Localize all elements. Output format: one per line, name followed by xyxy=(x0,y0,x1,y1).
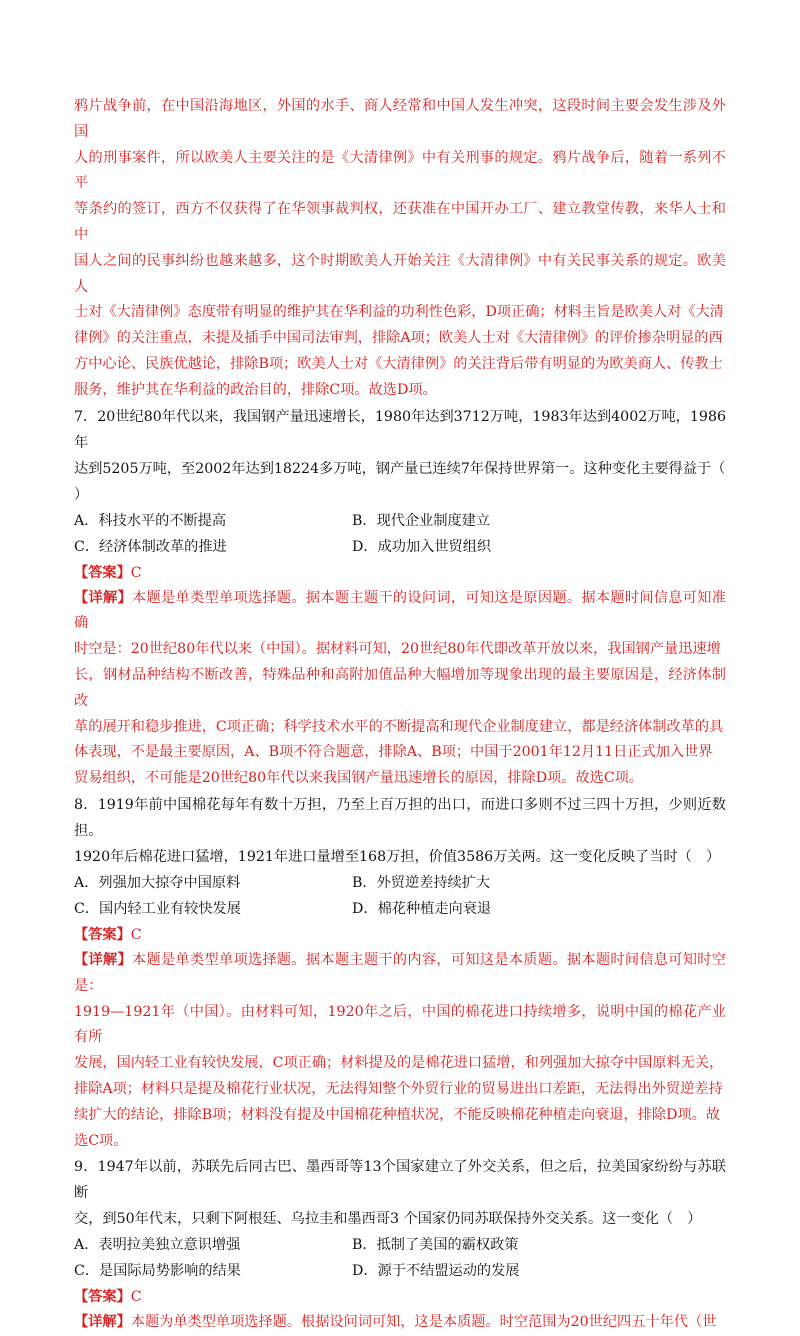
option-b: B．抵制了美国的霸权政策 xyxy=(352,1237,519,1254)
detail-line: 排除A项；材料只是提及棉花行业状况，无法得知整个外贸行业的贸易进出口差距，无法得出外贸逆差持 xyxy=(74,1080,723,1097)
question-stem-line: 9．1947年以前，苏联先后同古巴、墨西哥等13个国家建立了外交关系，但之后，拉美国家纷纷与苏联断 xyxy=(74,1159,726,1202)
detail-line: 贸易组织，不可能是20世纪80年代以来我国钢产量迅速增长的原因，排除D项。故选C项。 xyxy=(74,770,644,787)
detail-line: 【详解】本题为单类型单项选择题。根据设问词可知，这是本质题。时空范围为20世纪四五十年代（世 xyxy=(74,1314,717,1331)
text-line: 鸦片战争前，在中国沿海地区，外国的水手、商人经常和中国人发生冲突，这段时间主要会发生涉及外国 xyxy=(74,98,726,140)
text-line: 服务，维护其在华利益的政治目的，排除C项。故选D项。 xyxy=(74,381,437,398)
text-line: 国人之间的民事纠纷也越来越多，这个时期欧美人开始关注《大清律例》中有关民事关系的规定。欧美人 xyxy=(74,252,726,295)
question-9 xyxy=(74,1154,726,1336)
question-stem-line: 8．1919年前中国棉花每年有数十万担，乃至上百万担的出口，而进口多则不过三四十万担，少则近数担。 xyxy=(74,796,726,839)
question-7 xyxy=(74,404,726,792)
option-c: C．国内轻工业有较快发展 xyxy=(74,900,241,917)
answer-label: 【答案】 xyxy=(74,926,131,943)
detail xyxy=(74,1310,726,1336)
detail-label: 【详解】 xyxy=(74,1314,131,1331)
option-a: A．列强加大掠夺中国原料 xyxy=(74,874,241,891)
text-line: 等条约的签订，西方不仅获得了在华领事裁判权，还获准在中国开办工厂、建立教堂传教，来华人士和中 xyxy=(74,201,726,243)
question-stem-line: 达到5205万吨，至2002年达到18224多万吨，钢产量已连续7年保持世界第一。这种变化主要得益于（ xyxy=(74,460,726,477)
question-8 xyxy=(74,792,726,1154)
option-c: C．是国际局势影响的结果 xyxy=(74,1263,241,1280)
answer-label: 【答案】 xyxy=(74,1289,131,1306)
options xyxy=(74,870,726,922)
answer-label: 【答案】 xyxy=(74,564,131,581)
answer xyxy=(74,560,726,586)
answer xyxy=(74,922,726,948)
intro-explanation xyxy=(74,94,726,404)
detail-line: 发展，国内轻工业有较快发展，C项正确；材料提及的是棉花进口猛增，和列强加大掠夺中国原料无关， xyxy=(74,1055,724,1072)
detail-line: 革的展开和稳步推进，C项正确；科学技术水平的不断提高和现代企业制度建立，都是经济体制改革的具 xyxy=(74,718,724,735)
question-stem-line: 交，到50年代末，只剩下阿根廷、乌拉圭和墨西哥3 个国家仍同苏联保持外交关系。这一变化（ ） xyxy=(74,1211,702,1228)
option-a: A．表明拉美独立意识增强 xyxy=(74,1237,241,1254)
detail-line: 【详解】本题是单类型单项选择题。据本题主题干的内容，可知这是本质题。据本题时间信息可知时空是： xyxy=(74,951,726,994)
answer xyxy=(74,1284,726,1310)
detail-line: 长，钢材品种结构不断改善，特殊品种和高附加值品种大幅增加等现象出现的最主要原因是，经济体制改 xyxy=(74,666,726,709)
question-stem-line: ） xyxy=(74,486,89,503)
detail-line: 1919—1921年（中国）。由材料可知，1920年之后，中国的棉花进口持续增多，说明中国的棉花产业有所 xyxy=(74,1003,726,1046)
option-b: B．外贸逆差持续扩大 xyxy=(352,874,491,891)
detail-line: 续扩大的结论，排除B项；材料没有提及中国棉花种植状况，不能反映棉花种植走向衰退，排除D项。故 xyxy=(74,1106,721,1123)
option-d: D．成功加入世贸组织 xyxy=(352,538,492,555)
option-d: D．棉花种植走向衰退 xyxy=(352,900,492,917)
option-d: D．源于不结盟运动的发展 xyxy=(352,1263,520,1280)
options xyxy=(74,508,726,560)
detail-line: 选C项。 xyxy=(74,1132,128,1149)
detail-line: 时空是：20世纪80年代以来（中国）。据材料可知，20世纪80年代即改革开放以来，我国钢产量迅速增 xyxy=(74,641,721,658)
detail xyxy=(74,586,726,792)
detail-label: 【详解】 xyxy=(74,951,132,968)
text-line: 律例》的关注重点，未提及插手中国司法审判，排除A项；欧美人士对《大清律例》的评价掺杂明显的西 xyxy=(74,330,723,347)
text-line: 士对《大清律例》态度带有明显的维护其在华利益的功利性色彩，D项正确；材料主旨是欧美人对《大清 xyxy=(74,304,724,321)
answer-value: C xyxy=(130,564,142,581)
answer-value: C xyxy=(130,1289,142,1306)
option-a: A．科技水平的不断提高 xyxy=(74,512,227,529)
detail-line: 【详解】本题是单类型单项选择题。据本题主题干的设问词，可知这是原因题。据本题时间信息可知准确 xyxy=(74,589,726,632)
question-stem-line: 1920年后棉花进口猛增，1921年进口量增至168万担，价值3586万关两。这一变化反映了当时（ ） xyxy=(74,848,721,865)
text-line: 人的刑事案件，所以欧美人主要关注的是《大清律例》中有关刑事的规定。鸦片战争后，随着一系列不平 xyxy=(74,149,726,192)
text-line: 方中心论、民族优越论，排除B项；欧美人士对《大清律例》的关注背后带有明显的为欧美商人、传教士 xyxy=(74,355,723,372)
detail xyxy=(74,948,726,1154)
answer-value: C xyxy=(130,926,142,943)
document-page xyxy=(74,94,726,1336)
options xyxy=(74,1232,726,1284)
option-b: B．现代企业制度建立 xyxy=(352,512,491,529)
detail-label: 【详解】 xyxy=(74,589,132,606)
option-c: C．经济体制改革的推进 xyxy=(74,538,227,555)
detail-line: 体表现，不是最主要原因，A、B项不符合题意，排除A、B项；中国于2001年12月11日正式加入世界 xyxy=(74,744,713,761)
question-stem-line: 7．20世纪80年代以来，我国钢产量迅速增长，1980年达到3712万吨，1983年达到4002万吨，1986年 xyxy=(74,408,726,451)
